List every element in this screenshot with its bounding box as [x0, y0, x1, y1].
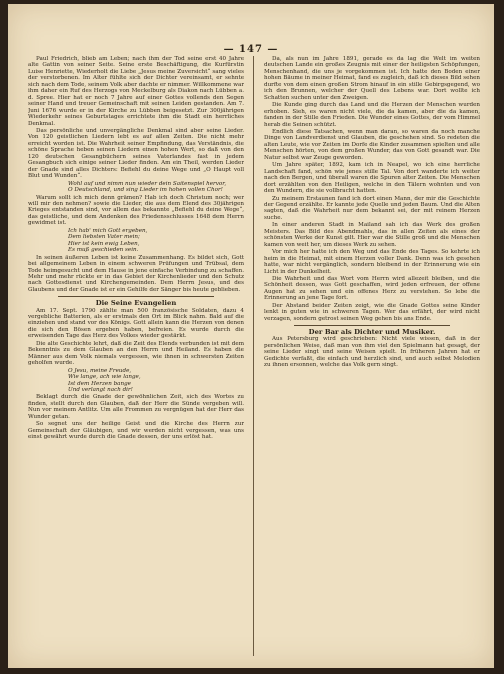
paragraph: Der Abstand beider Zeiten zeigt, wie die Gnade Gottes seine Kinder lenkt in guten wie in schweren Tagen. Wer das erfährt, der wird nicht verzagen, sondern getrost seinen Weg gehen bis ans Ende. — [264, 302, 480, 322]
paragraph: Paul Friedrich, blieb am Leben; nach ihm der Tod seine erst 40 Jahre alte Gattin von seiner Seite. Seine erste Beschäftigung, die Kurfürstin Luise Henriette, Wiederholt die Liebe „Jesus meine Zuversicht“ sang vieles der verstorbenen. Im Alter fühlte sich der Dichter vereinsamt, er sehnte sich nach dem Tode, seinem Volk aber dachte er nimmer. Willkommene war ihm daher ein Ruf des Herzogs von Meckelburg als Diakon nach Lübben a. d. Spree. Hier hat er noch 7 Jahre auf einer Gottes vollends den Segen seiner Hand und treuer Gemeinschaft mit seinen Leiden gestanden. Am 7. Juni 1676 wurde er in der Kirche zu Lübben beigesetzt. Zur 300jährigen Wiederkehr seines Geburtstages errichtete ihm die Stadt ein herrliches Denkmal. — [28, 56, 244, 127]
paragraph: In seinen äußeren Leben ist keine Zusammenhang. Es bildet sich, Gott bei allgemeinem Leben in einem schweren Prüfungen und Trübsal, dem Tode heimgesucht und dem Hause in jene einfache Verbindung zu schaffen. Mehr und mehr rückte er in das Gebiet der Kirchenlieder und den Schutz nach Gottesdienst und Kirchengemeinden. Dem Herrn Jesus, und des Glaubens und der Gnade ist er ein Gehilfe der Sänger bis heute geblieben. — [28, 254, 244, 293]
paragraph: Beklagt durch die Gnade der gewöhnlichen Zeit, sich des Wortes zu finden, stellt durch den Glauben, daß der Herr die Sünde vergeben will. Nun vor meinem Antlitz. Um alle Frommen zu vergnügen hat der Herr das Wunder getan. — [28, 394, 244, 420]
paragraph: Aus Petersburg wird geschrieben: Nicht viele wissen, daß in der persönlichen Weise, daß man von ihm viel den Spielmann hat gesagt, der seine Lieder singt und seine Weisen spielt. In früheren Jahren hat er Gedichte verfaßt, die einfach und herzlich sind, und auch selbst Melodien zu ihnen ersonnen, welche das Volk gern singt. — [264, 336, 480, 369]
paragraph: Da, als nun im Jahre 1891, gerade es da lag die Welt im weiten deutschen Lande ein großes Zeugnis mit einer der heiligsten Schöpfungen, Menschenhand, die uns je vorgekommen ist. Ich hatte den Boden einer hohen Bäume in meiner Heimat, fand es zugleich, daß ich dieses Bild sehen durfte von dem einen großen Strom hinauf in ein stille Gebirgsgegend, wo ich den Brunnen, welcher der Quell des Lebens war. Dort wollte ich Schatten suchen unter den Zweigen. — [264, 56, 480, 101]
paragraph: In einer anderen Stadt in Mailand sah ich das Werk des großen Meisters. Das Bild des Abendmahls, das in allen Zeiten als eines der schönsten Werke der Kunst gilt. Hier war die Stille groß und die Menschen kamen von weit her, um dieses Werk zu sehen. — [264, 222, 480, 248]
paragraph: Am 17. Sept. 1790 zählte man 500 französische Soldaten, dazu 4 vergebliche Batterien, als er erstmals den Ort im Blick nahm. Bald auf die einziehen und stand vor des Königs. Gott allein kann die Herzen von denen die sich den Bösen ergeben haben, befreien. Es wurde durch die erweisenden Tage das Herz des Volkes wieder gestärkt. — [28, 307, 244, 340]
verse: Ich hab' mich Gott ergeben, Dem liebsten Vater mein; Hier ist kein ewig Leben, Es muß geschieden sein. — [68, 227, 148, 254]
left-column — [28, 56, 244, 656]
paragraph: Das persönliche und unvergängliche Denkmal sind aber seine Lieder. Von 120 geistlichen Liedern lebt es auf allen Zeiten. Die nicht mehr erreicht worden ist. Die Wahrheit seiner Empfindung, das Verständnis, die schöne Sprache heben seinen Liedern einen hohen Wert, so daß von den 120 deutschen Gesangbüchern seines Vaterlandes fast in jedem Gesangbuch sich einige seiner Lieder finden. Am ein Theil, werden Lieder der Gnade sind alles Dichters: Befiehl du deine Wege und „O Haupt voll Blut und Wunden“. — [28, 127, 244, 180]
paragraph: Endlich diese Tatsachen, wenn man daran, so waren da noch manche Dinge von Landverdienst und Glauben, die geschehen sind. So redeten die alten Leute, wie vor Zeiten im Dorfe die Kinder zusammen spielten und alle Menschen hörten, von dem großen Wunder, das von Gott gesandt war. Die Natur selbst war Zeuge geworden. — [264, 128, 480, 161]
paragraph: Warum sollt ich mich denn grämen? Hab ich doch Christum noch; wer will mir den nehmen? sowie die Lieder, die aus dem Elend des 30jährigen Krieges entstanden sind, vor allem das bekannte „Befiehl du deine Wege“, das geistliche, und dem Andenken des Friedensschlusses 1648 dem Herrn gewidmet ist. — [28, 194, 244, 227]
verse: Wohl auf und nimm nun wieder dein Saitenspiel hervor, O Deutschland, und sing Lieder im hohen vollen Chor! — [68, 180, 227, 194]
paragraph: Um Jahre später, 1892, kam ich in Neapel, wo ich eine herrliche Landschaft fand, schön wie jenes stille Tal. Von dort wanderte ich weiter nach den Bergen, und überall waren die Spuren alter Zeiten. Die Menschen dort erzählten von den Heiligen, welche in den Tälern wohnten und von den Wundern, die sie vollbracht hatten. — [264, 162, 480, 195]
paragraph: Die Kunde ging durch das Land und die Herzen der Menschen wurden erhoben. Sieh, es waren nicht viele, die da kamen, aber die da kamen, fanden in der Stille den Frieden. Die Wunder eines Gottes, der vom Himmel herab die Seinen schützt. — [264, 102, 480, 128]
verse: O Jesu, meine Freude, Wie lange, ach wie lange, Ist dem Herzen bange Und verlangt nach dir! — [68, 367, 141, 393]
divider-rule — [58, 296, 214, 297]
text-columns — [28, 56, 480, 656]
paragraph: Die Wahrheit und das Wort vom Herrn wird allezeit bleiben, und die Schönheit dessen, was Gott geschaffen, wird jeden erfreuen, der offene Augen hat zu sehen und ein offenes Herz zu verstehen. So lebe die Erinnerung an jene Tage fort. — [264, 275, 480, 302]
section-title: Die Seine Evangelien — [95, 299, 177, 308]
paragraph: So segnet uns der heilige Geist und die Kirche des Herrn zur Gemeinschaft der Gläubigen, und wir werden nicht vergessen, was uns einst gewährt wurde durch die Gnade dessen, der uns erlöst hat. — [28, 421, 244, 441]
right-column — [264, 56, 480, 656]
section-title: Der Bar als Dichter und Musiker. — [308, 327, 436, 336]
paragraph: Vor mich her hatte ich den Weg und das Ende des Tages. So kehrte ich heim in die Heimat, mit einem Herzen voller Dank. Denn was ich gesehen hatte, war nicht vergänglich, sondern bleibend in der Erinnerung wie ein Licht in der Dunkelheit. — [264, 249, 480, 275]
divider-rule — [294, 325, 450, 326]
newspaper-page — [8, 4, 494, 668]
paragraph: Zu meinem Erstaunen fand ich dort einen Mann, der mir die Geschichte der Gegend erzählte. Er kannte jede Quelle und jeden Baum. Und die Alten sagten, daß die Wahrheit nur dem bekannt sei, der mit reinem Herzen suche. — [264, 195, 480, 221]
paragraph: Die alte Geschichte lehrt, daß die Zeit des Elends verbunden ist mit dem Bekenntnis zu dem Glauben an den Herrn und Heiland. Es haben die Männer aus dem Volk niemals vergessen, wie ihnen in schwersten Zeiten geholfen wurde. — [28, 340, 244, 367]
page-number: — 147 — — [223, 44, 279, 55]
column-divider — [253, 56, 254, 656]
